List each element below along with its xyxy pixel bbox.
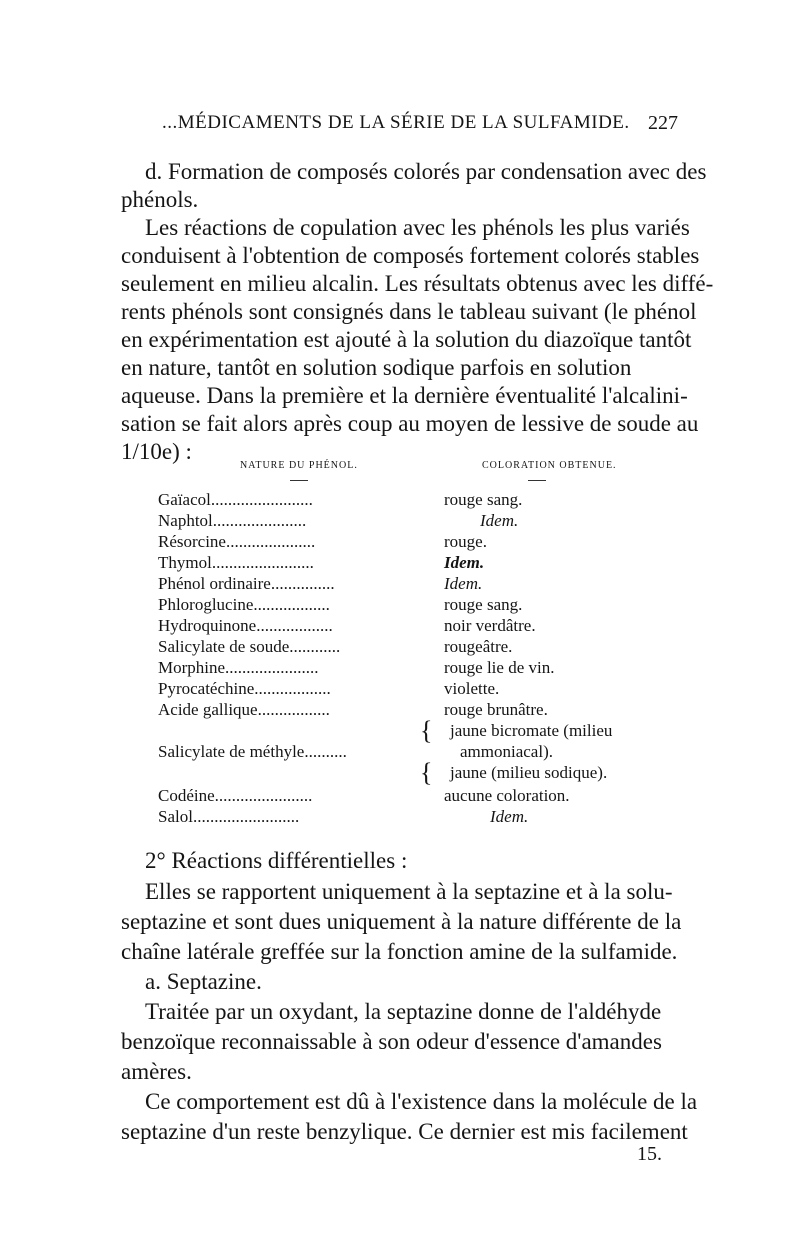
table-row-name: Naphtol...................... — [158, 511, 307, 530]
intro-line: 1/10e) : — [121, 439, 192, 464]
section-d-line-1: d. Formation de composés colorés par condensation avec des — [145, 159, 707, 184]
table-row-name: Phénol ordinaire............... — [158, 574, 335, 593]
section-d-line-2: phénols. — [121, 187, 199, 212]
table-row-result: Idem. — [444, 553, 485, 572]
section-a-line: Ce comportement est dû à l'existence dans la molécule de la — [145, 1089, 698, 1114]
table-row-name: Résorcine..................... — [158, 532, 316, 551]
section-a-line: benzoïque reconnaissable à son odeur d'essence d'amandes — [121, 1029, 662, 1054]
section-2-line: septazine et sont dues uniquement à la nature différente de la — [121, 909, 682, 934]
table-row-name: Gaïacol........................ — [158, 490, 313, 509]
table-row-name: Salicylate de soude............ — [158, 637, 341, 656]
table-row-name: Pyrocatéchine.................. — [158, 679, 331, 698]
intro-line: rents phénols sont consignés dans le tableau suivant (le phénol — [121, 299, 697, 324]
table-row-result: rouge lie de vin. — [444, 658, 555, 677]
table-row-name: Salicylate de méthyle.......... — [158, 742, 347, 761]
table-row-name: Morphine...................... — [158, 658, 319, 677]
table-row-result: rouge brunâtre. — [444, 700, 548, 719]
column-rule — [528, 480, 546, 481]
page-number: 227 — [648, 112, 678, 134]
table-column-header-phenol: NATURE DU PHÉNOL. — [240, 460, 358, 471]
intro-line: conduisent à l'obtention de composés fortement colorés stables — [121, 243, 700, 268]
section-2-line: Elles se rapportent uniquement à la septazine et à la solu- — [145, 879, 673, 904]
running-head: ...MÉDICAMENTS DE LA SÉRIE DE LA SULFAMIDE. — [162, 112, 630, 133]
table-row-name: Phloroglucine.................. — [158, 595, 330, 614]
table-row-name: Hydroquinone.................. — [158, 616, 333, 635]
table-column-header-coloration: COLORATION OBTENUE. — [482, 460, 617, 471]
section-a-heading: a. Septazine. — [145, 969, 262, 994]
table-row-name: Acide gallique................. — [158, 700, 330, 719]
intro-line: en expérimentation est ajouté à la solution du diazoïque tantôt — [121, 327, 692, 352]
intro-line: Les réactions de copulation avec les phénols les plus variés — [145, 215, 690, 240]
intro-line: seulement en milieu alcalin. Les résultats obtenus avec les diffé- — [121, 271, 714, 296]
table-row-name: Salol......................... — [158, 807, 300, 826]
table-row-result: Idem. — [444, 574, 483, 593]
brace-lower: { — [420, 758, 433, 787]
section-a-line: amères. — [121, 1059, 192, 1084]
signature-mark: 15. — [637, 1143, 662, 1165]
brace-upper: { — [420, 716, 433, 745]
column-rule — [290, 480, 308, 481]
table-row-name: Thymol........................ — [158, 553, 314, 572]
table-row-result: rouge. — [444, 532, 487, 551]
table-row-result: Idem. — [480, 511, 519, 530]
intro-line: sation se fait alors après coup au moyen de lessive de soude au — [121, 411, 699, 436]
table-row-result: jaune (milieu sodique). — [450, 763, 608, 782]
section-a-line: Traitée par un oxydant, la septazine donne de l'aldéhyde — [145, 999, 662, 1024]
table-row-name: Codéine....................... — [158, 786, 313, 805]
section-2-heading: 2° Réactions différentielles : — [145, 848, 408, 873]
table-row-result: aucune coloration. — [444, 786, 570, 805]
section-2-line: chaîne latérale greffée sur la fonction amine de la sulfamide. — [121, 939, 678, 964]
table-row-result: ammoniacal). — [460, 742, 553, 761]
intro-line: aqueuse. Dans la première et la dernière éventualité l'alcalini- — [121, 383, 688, 408]
table-row-result: rouge sang. — [444, 595, 523, 614]
intro-line: en nature, tantôt en solution sodique parfois en solution — [121, 355, 632, 380]
table-row-result: jaune bicromate (milieu — [450, 721, 613, 740]
table-row-result: rouge sang. — [444, 490, 523, 509]
table-row-result: noir verdâtre. — [444, 616, 536, 635]
table-row-result: rougeâtre. — [444, 637, 513, 656]
section-a-line: septazine d'un reste benzylique. Ce dernier est mis facilement — [121, 1119, 688, 1144]
table-row-result: violette. — [444, 679, 500, 698]
table-row-result: Idem. — [490, 807, 529, 826]
